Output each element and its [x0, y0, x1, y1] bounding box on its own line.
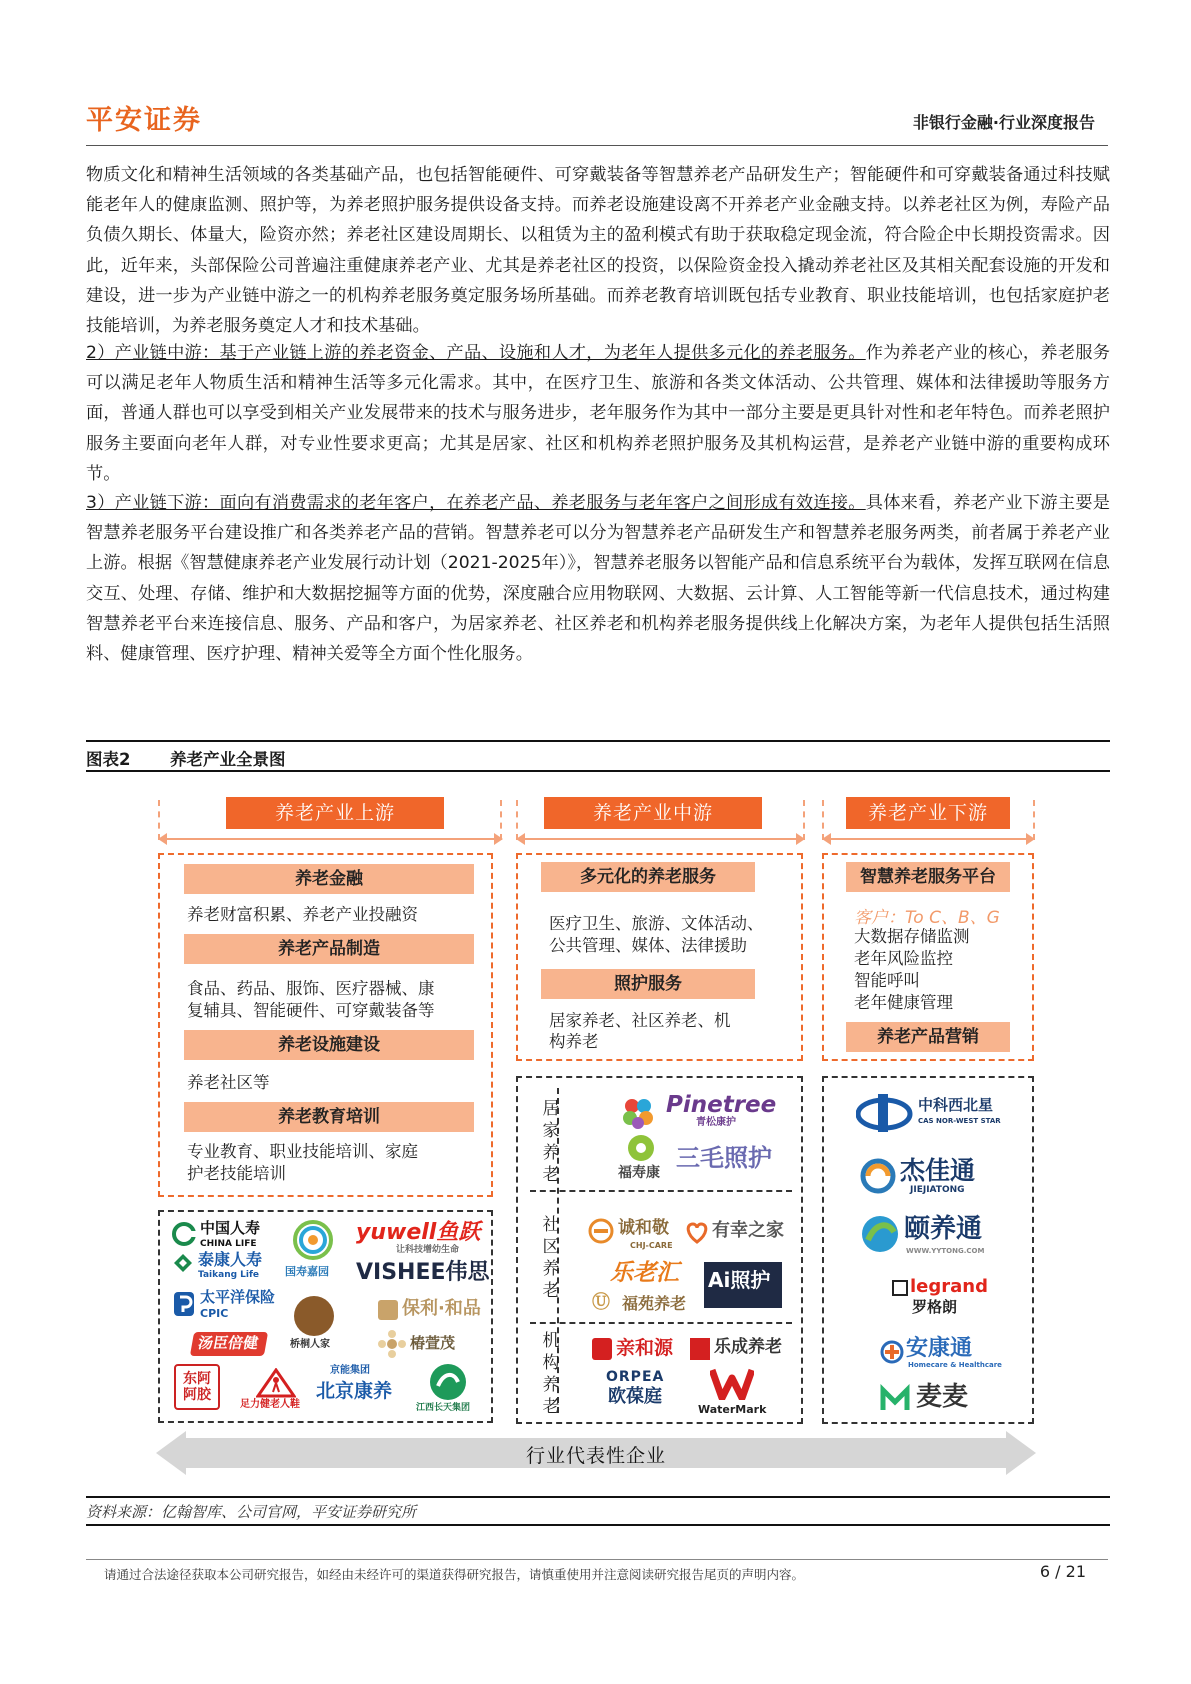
midstream-row-separator-1 — [530, 1190, 792, 1192]
logo-lecheng: 乐成养老 — [690, 1336, 792, 1364]
logo-lelaohui: 乐老汇 — [610, 1260, 679, 1286]
logo-zulijian: 足力健老人鞋 — [240, 1368, 314, 1410]
cat-product-marketing: 养老产品营销 — [846, 1022, 1010, 1052]
figure-number: 图表2 — [86, 750, 131, 769]
chenghejing-icon — [588, 1218, 614, 1244]
cat-facility-construction: 养老设施建设 — [184, 1030, 474, 1060]
upstream-range-arrow — [166, 838, 494, 840]
poly-emblem-icon — [378, 1300, 398, 1320]
logo-ankangtong: 安康通 Homecare & Healthcare — [880, 1336, 1010, 1372]
logo-fushoukang: 福寿康 — [614, 1134, 670, 1184]
logo-guoshou-jiayuan: 国寿嘉园 — [285, 1218, 341, 1282]
cat-education-training: 养老教育培训 — [184, 1102, 474, 1132]
downstream-label: 养老产业下游 — [846, 797, 1010, 829]
colorful-flower-icon — [620, 1096, 656, 1130]
logo-vishee: VISHEE伟思 — [356, 1260, 490, 1285]
page-number: 6 / 21 — [1039, 1562, 1086, 1581]
midstream-row-separator-2 — [530, 1322, 792, 1324]
logo-chenghejing: 诚和敬 CHJ-CARE — [588, 1218, 680, 1252]
qiaotong-emblem-icon — [294, 1296, 334, 1336]
yiyangtong-figure-icon — [858, 1214, 902, 1254]
paragraph-2-body: 作为养老产业的核心，养老服务可以满足老年人物质生活和精神生活等多元化需求。其中，在医疗卫生、旅游和各类文体活动、公共管理、媒体和法律援助等服务方面，普通人群也可以享受到相关产业发展带来的技术与服务进步，老年服务作为其中一部分主要是更具针对性和老年特色。而养老照护服务主要面向老年人群，对专业性要求更高；尤其是居家、社区和机构养老照护服务及其机构运营，是养老产业链中游的重要构成环节。 — [86, 343, 1110, 484]
logo-yuwell: yuwell鱼跃 让科技增幼生命 — [356, 1220, 481, 1255]
bottom-arrow-left-head — [156, 1431, 186, 1475]
paragraph-1: 物质文化和精神生活领域的各类基础产品，也包括智能硬件、可穿戴装备等智慧养老产品研发生产；智能硬件和可穿戴装备通过科技赋能老年人的健康监测、照护等，为养老照护服务提供设备支持。而养老设施建设离不开养老产业金融支持。以养老社区为例，寿险产品负债久期长、体量大，险资亦然；养老社区建设周期长、以租赁为主的盈利模式有助于获取稳定现金流，符合险企中长期投资需求。因此，近年来，头部保险公司普遍注重健康养老产业、尤其是养老社区的投资，以保险资金投入撬动养老社区及其相关配套设施的开发和建设，进一步为产业链中游之一的机构养老服务奠定服务场所基础。而养老教育培训既包括专业教育、职业技能培训，也包括家庭护老技能培训，为养老服务奠定人才和技术基础。 — [86, 165, 1110, 337]
legrand-square-icon — [892, 1280, 908, 1296]
downstream-range-arrow — [830, 838, 1026, 840]
watermark-w-icon — [710, 1368, 754, 1400]
source-bottom-rule — [86, 1524, 1110, 1526]
platform-item-2: 老年风险监控 — [854, 949, 953, 968]
upstream-label: 养老产业上游 — [226, 797, 444, 829]
logo-colorful-flower — [620, 1096, 658, 1130]
logo-cpic: 太平洋保险 CPIC — [172, 1288, 284, 1324]
group-community-care: 社区养老 — [542, 1215, 560, 1301]
logo-qinheyuan: 亲和源 — [592, 1336, 688, 1364]
logo-beijing-kangyang: 京能集团 北京康养 — [316, 1365, 393, 1402]
platform-item-1: 大数据存储监测 — [854, 927, 970, 946]
upstream-arrow-left-head — [158, 833, 167, 845]
cat-smart-platform: 智慧养老服务平台 — [846, 862, 1010, 892]
zhongke-swoosh-icon — [856, 1090, 916, 1136]
logo-fuyuan-yanglao: Ⓤ 福苑养老 — [592, 1292, 687, 1313]
midstream-arrow-left-head — [516, 833, 525, 845]
logo-poly-hepin: 保利·和品 — [378, 1298, 490, 1324]
logo-pinetree: Pinetree 青松康护 — [666, 1092, 777, 1128]
logo-maimai: 麦麦 — [880, 1382, 1000, 1416]
cat-diversified-services-desc-2: 公共管理、媒体、法律援助 — [549, 936, 747, 955]
lecheng-emblem-icon — [690, 1338, 710, 1360]
china-life-icon — [172, 1222, 196, 1246]
platform-item-3: 智能呼叫 — [854, 971, 920, 990]
company-logo: 平安证券 — [86, 105, 202, 136]
platform-item-4: 老年健康管理 — [854, 993, 953, 1012]
cat-care-services-desc-2: 构养老 — [549, 1032, 599, 1051]
logo-by-health: 汤臣倍健 — [190, 1332, 268, 1356]
cat-product-manufacturing-desc-1: 食品、药品、服饰、医疗器械、康 — [187, 979, 435, 998]
cat-education-training-desc-2: 护老技能培训 — [187, 1164, 286, 1183]
logo-jiejiatong: 杰佳通 JIEJIATONG — [860, 1156, 1010, 1198]
cat-pension-finance-desc: 养老财富积累、养老产业投融资 — [187, 905, 418, 924]
downstream-arrow-right-head — [1026, 833, 1035, 845]
footer-disclaimer: 请通过合法途径获取本公司研究报告，如经由未经许可的渠道获得研究报告，请慎重使用并注意阅读研究报告尾页的声明内容。 — [104, 1567, 805, 1582]
paragraph-2-lead: 2）产业链中游：基于产业链上游的养老资金、产品、设施和人才，为老年人提供多元化的养老服务。 — [86, 343, 866, 363]
qinheyuan-emblem-icon — [592, 1338, 612, 1360]
figure-source: 资料来源：亿翰智库、公司官网，平安证券研究所 — [86, 1503, 417, 1521]
logo-watermark: WaterMark — [698, 1368, 768, 1418]
cat-care-services-desc-1: 居家养老、社区养老、机 — [549, 1011, 731, 1030]
cat-pension-finance: 养老金融 — [184, 864, 474, 894]
logo-orpea: ORPEA 欧葆庭 — [606, 1369, 665, 1407]
taikang-icon — [172, 1252, 194, 1274]
cat-product-manufacturing: 养老产品制造 — [184, 934, 474, 964]
upstream-arrow-right-head — [494, 833, 503, 845]
maimai-m-icon — [880, 1384, 910, 1414]
zulijian-walker-icon — [256, 1368, 296, 1398]
logo-qiaotong-renjia: 桥桐人家 — [290, 1296, 338, 1354]
midstream-range-arrow — [524, 838, 796, 840]
logo-taikang-life: 泰康人寿 Taikang Life — [172, 1250, 280, 1286]
logo-jiangxi-changtian: 江西长天集团 — [414, 1362, 484, 1414]
report-category: 非银行金融·行业深度报告 — [912, 113, 1095, 132]
cat-education-training-desc-1: 专业教育、职业技能培训、家庭 — [187, 1142, 418, 1161]
logo-ai-zhaohu: Ai照护 — [704, 1262, 782, 1308]
logo-sanmao-care: 三毛照护 — [676, 1144, 772, 1172]
downstream-arrow-left-head — [822, 833, 831, 845]
logo-yiyangtong: 颐养通 WWW.YYTONG.COM — [858, 1214, 1008, 1260]
bottom-arrow-right-head — [1006, 1431, 1036, 1475]
cat-facility-construction-desc: 养老社区等 — [187, 1073, 270, 1092]
paragraph-3-lead: 3）产业链下游：面向有消费需求的老年客户，在养老产品、养老服务与老年客户之间形成有效连接。 — [86, 493, 866, 513]
changtian-icon — [428, 1362, 468, 1402]
footer-divider — [86, 1559, 1108, 1560]
ankangtong-cross-icon — [880, 1340, 904, 1364]
cat-care-services: 照护服务 — [541, 969, 755, 999]
group-institution-care: 机构养老 — [542, 1331, 560, 1417]
logo-legrand: legrand 罗格朗 — [892, 1276, 1002, 1322]
cat-diversified-services: 多元化的养老服务 — [541, 862, 755, 892]
paragraph-3-body: 具体来看，养老产业下游主要是智慧养老服务平台建设推广和各类养老产品的营销。智慧养老可以分为智慧养老产品研发生产和智慧养老服务两类，前者属于养老产业上游。根据《智慧健康养老产业发展行动计划（2021-2025年）》，智慧养老服务以智能产品和信息系统平台为载体，发挥互联网在信息交互、处理、存储、维护和大数据挖掘等方面的优势，深度融合应用物联网、大数据、云计算、人工智能等新一代信息技术，通过构建智慧养老平台来连接信息、服务、产品和客户，为居家养老、社区养老和机构养老服务提供线上化解决方案，为老年人提供包括生活照料、健康管理、医疗护理、精神关爱等全方面个性化服务。 — [86, 493, 1110, 665]
figure-title-text: 养老产业全景图 — [170, 750, 286, 769]
midstream-arrow-right-head — [796, 833, 805, 845]
representative-companies-label: 行业代表性企业 — [525, 1445, 666, 1467]
fuyuan-mark-icon: Ⓤ — [592, 1292, 610, 1313]
cat-diversified-services-desc-1: 医疗卫生、旅游、文体活动、 — [549, 914, 764, 933]
logo-chunxuanmao: 椿萱茂 — [378, 1330, 478, 1360]
fushoukang-icon — [626, 1134, 656, 1162]
source-top-rule — [86, 1496, 1110, 1498]
logo-dong-e-ejiao: 东阿阿胶 — [174, 1364, 220, 1410]
client-types: 客户：To C、B、G — [854, 908, 1000, 928]
cat-product-manufacturing-desc-2: 复辅具、智能硬件、可穿戴装备等 — [187, 1001, 435, 1020]
logo-zhongke-northwest-star: 中科西北星 CAS NOR-WEST STAR — [856, 1090, 1006, 1140]
logo-youxing-zhijia: 有幸之家 — [684, 1218, 790, 1248]
heart-house-icon — [684, 1220, 710, 1244]
guoshou-flower-icon — [291, 1218, 335, 1262]
group-home-care: 居家养老 — [542, 1099, 560, 1185]
chunxuanmao-flower-icon — [378, 1330, 406, 1358]
logo-china-life: 中国人寿 CHINA LIFE — [172, 1218, 280, 1258]
cpic-icon — [172, 1290, 196, 1318]
midstream-label: 养老产业中游 — [544, 797, 762, 829]
jiejiatong-swirl-icon — [860, 1158, 896, 1194]
